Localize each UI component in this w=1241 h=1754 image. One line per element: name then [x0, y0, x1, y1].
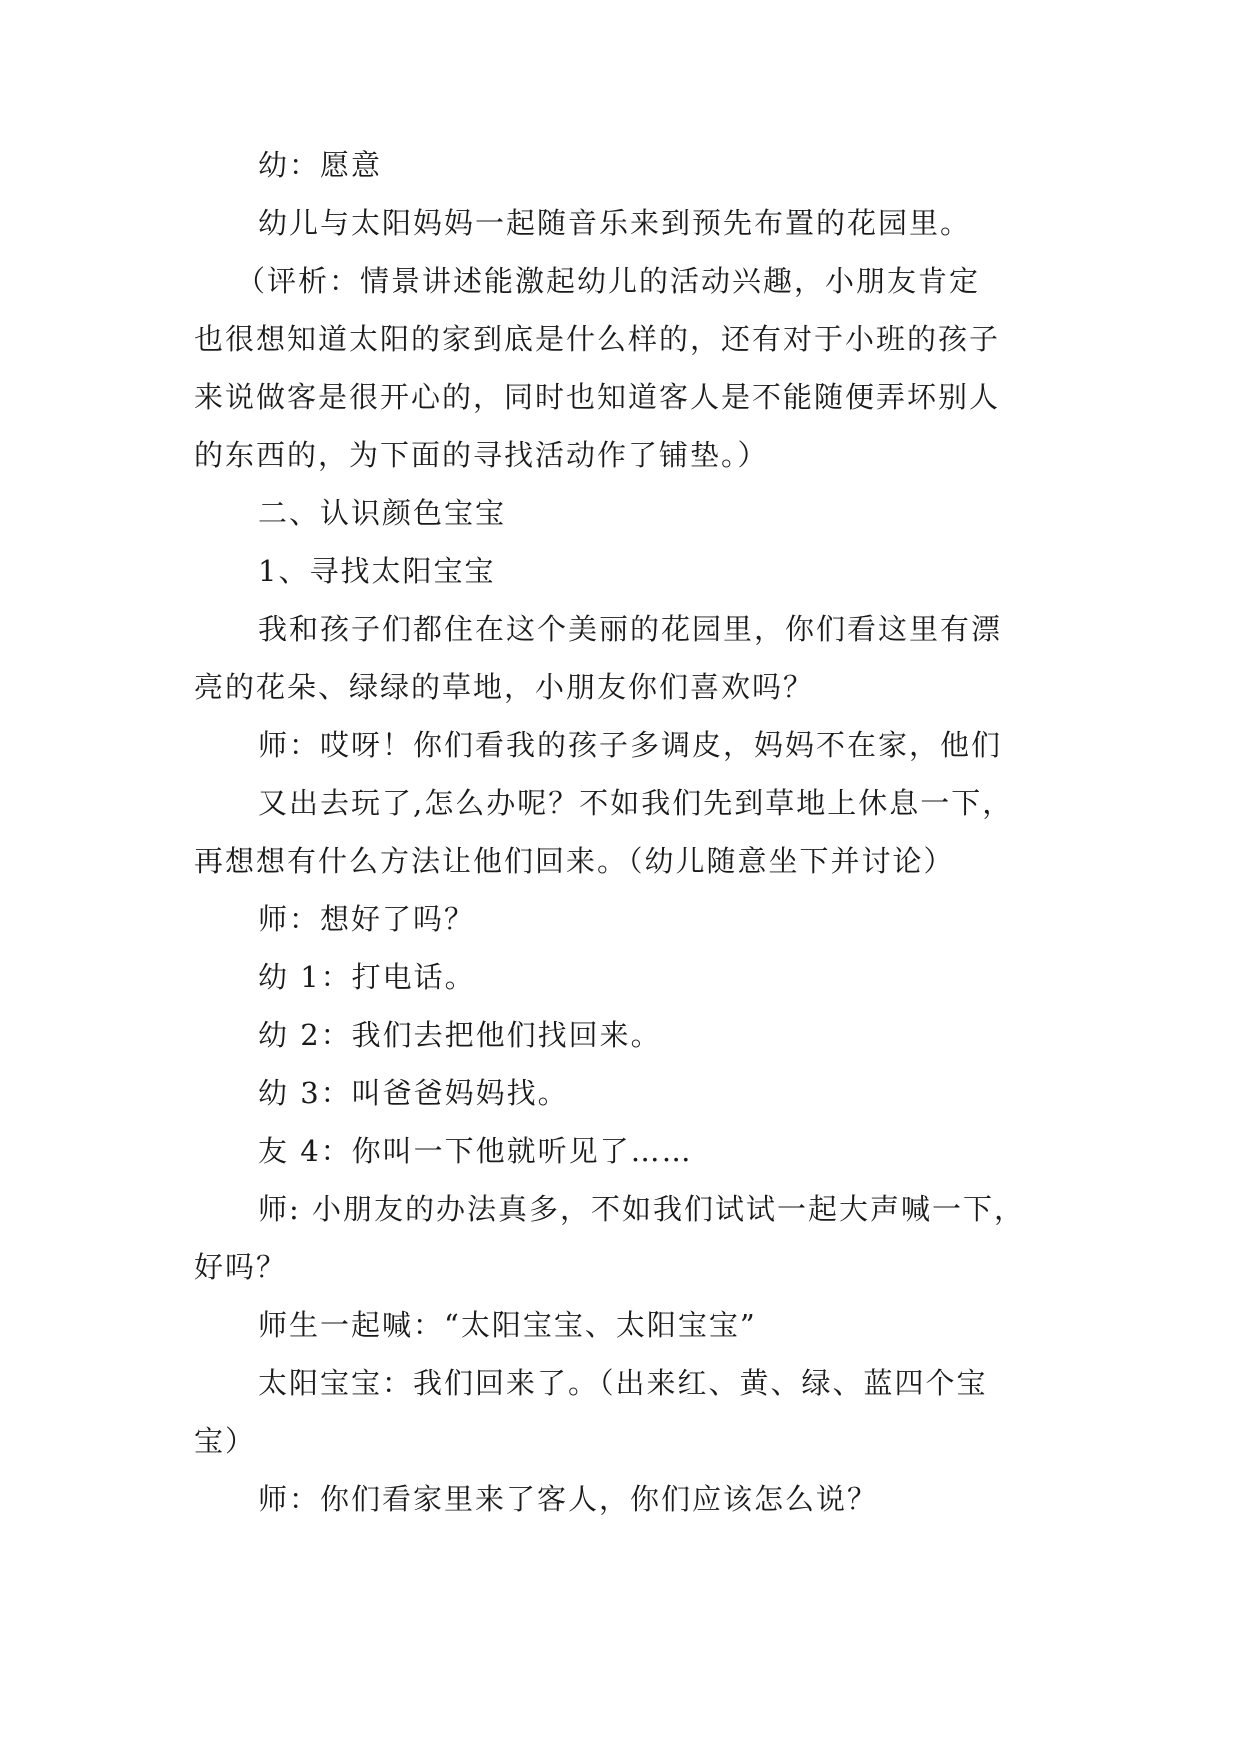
text-line: 幼：愿意	[258, 148, 383, 182]
text-line: 幼 2：我们去把他们找回来。	[258, 1018, 662, 1052]
text-line: 我和孩子们都住在这个美丽的花园里，你们看这里有漂	[258, 612, 1003, 646]
text-line: 宝）	[194, 1424, 257, 1458]
text-line: 亮的花朵、绿绿的草地，小朋友你们喜欢吗？	[194, 670, 815, 704]
text-line: 也很想知道太阳的家到底是什么样的，还有对于小班的孩子	[194, 322, 1001, 356]
text-line: 好吗？	[194, 1250, 288, 1284]
text-line: （评析：情景讲述能激起幼儿的活动兴趣，小朋友肯定	[236, 264, 981, 298]
text-line: 来说做客是很开心的，同时也知道客人是不能随便弄坏别人	[194, 380, 1001, 414]
text-line: 再想想有什么方法让他们回来。（幼儿随意坐下并讨论）	[194, 844, 955, 878]
text-line: 幼儿与太阳妈妈一起随音乐来到预先布置的花园里。	[258, 206, 972, 240]
text-line: 的东西的，为下面的寻找活动作了铺垫。）	[194, 438, 769, 472]
text-line: 师：哎呀！你们看我的孩子多调皮，妈妈不在家，他们	[258, 728, 1003, 762]
subsection-heading: 1、寻找太阳宝宝	[258, 554, 496, 588]
text-line: 幼 3：叫爸爸妈妈找。	[258, 1076, 569, 1110]
text-line: 又出去玩了,怎么办呢？不如我们先到草地上休息一下，	[258, 786, 1014, 820]
section-heading: 二、认识颜色宝宝	[258, 496, 507, 530]
text-line: 友 4：你叫一下他就听见了……	[258, 1134, 693, 1168]
text-line: 幼 1：打电话。	[258, 960, 476, 994]
text-line: 师: 小朋友的办法真多，不如我们试试一起大声喊一下，	[258, 1192, 1025, 1226]
text-line: 师生一起喊：“太阳宝宝、太阳宝宝”	[258, 1308, 757, 1342]
text-line: 太阳宝宝：我们回来了。（出来红、黄、绿、蓝四个宝	[258, 1366, 988, 1400]
text-line: 师：想好了吗？	[258, 902, 476, 936]
text-line: 师：你们看家里来了客人，你们应该怎么说？	[258, 1482, 879, 1516]
